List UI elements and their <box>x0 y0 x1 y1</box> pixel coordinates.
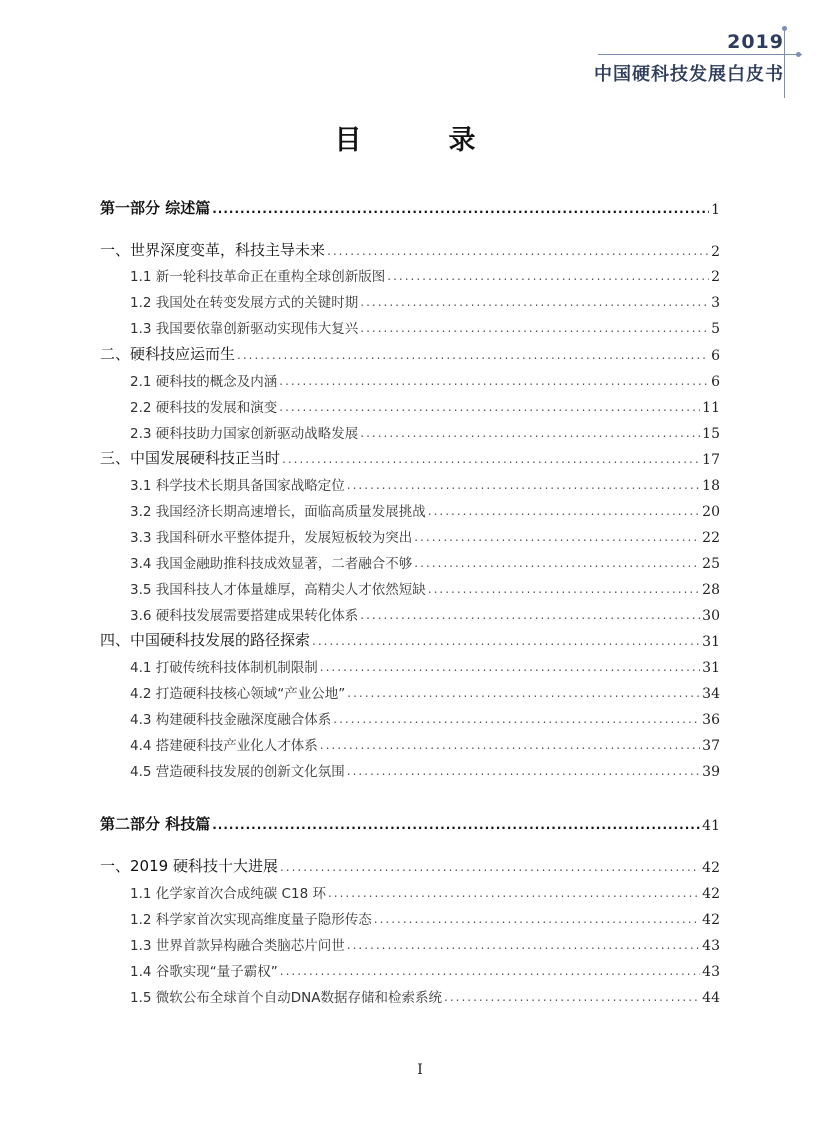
toc-page-number: 30 <box>702 608 720 624</box>
toc-label: 第一部分 综述篇 <box>100 199 211 217</box>
leader-dots <box>333 710 700 728</box>
leader-dots <box>387 267 709 285</box>
toc-page-number: 6 <box>711 374 720 390</box>
toc-section-entry[interactable] <box>130 548 720 572</box>
header <box>727 30 784 54</box>
page-title: 目 录 <box>334 125 506 156</box>
toc-page-number: 22 <box>702 530 720 546</box>
toc-label: 第二部分 科技篇 <box>100 815 211 833</box>
header-vertical-rule <box>784 28 785 98</box>
toc-section-entry[interactable] <box>130 496 720 520</box>
toc-label: 3.5 我国科技人才体量雄厚，高精尖人才依然短缺 <box>130 582 426 598</box>
toc-label: 1.1 化学家首次合成纯碳 C18 环 <box>130 886 326 902</box>
toc-chapter-entry[interactable] <box>100 852 720 876</box>
toc-page-number: 3 <box>711 295 720 311</box>
leader-dots <box>312 632 700 650</box>
toc-section-entry[interactable] <box>130 730 720 754</box>
toc-label: 2.3 硬科技助力国家创新驱动战略发展 <box>130 426 359 442</box>
toc-section-entry[interactable] <box>130 418 720 442</box>
leader-dots <box>282 450 700 468</box>
leader-dots <box>279 372 709 390</box>
leader-dots <box>360 293 709 311</box>
toc-page-number: 28 <box>702 582 720 598</box>
toc-label: 2.2 硬科技的发展和演变 <box>130 400 278 416</box>
toc-section-entry[interactable] <box>130 930 720 954</box>
toc-section-entry[interactable] <box>130 574 720 598</box>
header-rule <box>598 54 802 55</box>
toc-part-entry[interactable] <box>100 194 720 218</box>
toc-page-number: 34 <box>702 686 720 702</box>
toc-page-number: 25 <box>702 556 720 572</box>
toc-section-entry[interactable] <box>130 678 720 702</box>
toc-chapter-entry[interactable] <box>100 340 720 364</box>
toc-section-entry[interactable] <box>130 366 720 390</box>
toc-label: 2.1 硬科技的概念及内涵 <box>130 374 278 390</box>
toc-label: 1.3 我国要依靠创新驱动实现伟大复兴 <box>130 321 359 337</box>
toc-section-entry[interactable] <box>130 956 720 980</box>
leader-dots <box>237 346 709 364</box>
leader-dots <box>360 319 709 337</box>
toc-section-entry[interactable] <box>130 470 720 494</box>
toc-label: 1.2 我国处在转变发展方式的关键时期 <box>130 295 359 311</box>
toc-section-entry[interactable] <box>130 982 720 1006</box>
toc-label: 二、硬科技应运而生 <box>100 345 236 363</box>
leader-dots <box>347 476 700 494</box>
toc-page-number: 5 <box>711 321 720 337</box>
header-title: 中国硬科技发展白皮书 <box>594 64 784 85</box>
toc-label: 3.3 我国科研水平整体提升，发展短板较为突出 <box>130 530 413 546</box>
toc-page-number: 42 <box>702 886 720 902</box>
toc-label: 4.5 营造硬科技发展的创新文化氛围 <box>130 764 345 780</box>
toc-section-entry[interactable] <box>130 878 720 902</box>
toc-page-number: 18 <box>702 478 720 494</box>
toc-page-number: 42 <box>702 912 720 928</box>
toc-label: 四、中国硬科技发展的路径探索 <box>100 631 311 649</box>
leader-dots <box>328 884 700 902</box>
toc-page-number: 43 <box>702 938 720 954</box>
toc-chapter-entry[interactable] <box>100 236 720 260</box>
leader-dots <box>279 398 700 416</box>
toc-label: 1.5 微软公布全球首个自动DNA数据存储和检索系统 <box>130 990 442 1006</box>
toc-label: 4.4 搭建硬科技产业化人才体系 <box>130 738 318 754</box>
toc-page-number: 20 <box>702 504 720 520</box>
toc-label: 一、世界深度变革，科技主导未来 <box>100 241 326 259</box>
leader-dots <box>414 528 700 546</box>
leader-dots <box>360 424 700 442</box>
toc-label: 1.1 新一轮科技革命正在重构全球创新版图 <box>130 269 386 285</box>
toc-page-number: 31 <box>702 634 720 650</box>
toc-label: 4.1 打破传统科技体制机制限制 <box>130 660 318 676</box>
toc-section-entry[interactable] <box>130 600 720 624</box>
leader-dots <box>320 658 700 676</box>
toc-section-entry[interactable] <box>130 704 720 728</box>
toc-label: 3.1 科学技术长期具备国家战略定位 <box>130 478 345 494</box>
toc-section-entry[interactable] <box>130 522 720 546</box>
toc-section-entry[interactable] <box>130 652 720 676</box>
leader-dots <box>327 242 709 260</box>
leader-dots <box>320 736 700 754</box>
toc-section-entry[interactable] <box>130 287 720 311</box>
toc-label: 一、2019 硬科技十大进展 <box>100 857 278 875</box>
toc-section-entry[interactable] <box>130 756 720 780</box>
toc-label: 1.2 科学家首次实现高维度量子隐形传态 <box>130 912 372 928</box>
toc-page-number: 31 <box>702 660 720 676</box>
leader-dots <box>347 762 700 780</box>
toc-page-number: 17 <box>702 452 720 468</box>
leader-dots <box>444 988 700 1006</box>
leader-dots <box>347 936 700 954</box>
toc-label: 3.2 我国经济长期高速增长，面临高质量发展挑战 <box>130 504 426 520</box>
leader-dots <box>428 580 700 598</box>
toc-page-number: 43 <box>702 964 720 980</box>
toc-page-number: 37 <box>702 738 720 754</box>
toc-page-number: 42 <box>702 860 720 876</box>
toc-page-number: 44 <box>702 990 720 1006</box>
toc-label: 4.2 打造硬科技核心领域“产业公地” <box>130 686 346 702</box>
toc-label: 4.3 构建硬科技金融深度融合体系 <box>130 712 332 728</box>
toc-label: 3.6 硬科技发展需要搭建成果转化体系 <box>130 608 359 624</box>
leader-dots <box>374 910 700 928</box>
leader-dots <box>280 858 700 876</box>
leader-dots <box>428 502 700 520</box>
toc-page-number: 15 <box>702 426 720 442</box>
toc-page-number: 1 <box>711 202 720 218</box>
leader-dots <box>347 684 700 702</box>
toc-page-number: 2 <box>711 269 720 285</box>
toc-label: 1.4 谷歌实现“量子霸权” <box>130 964 278 980</box>
toc-page-number: 2 <box>711 244 720 260</box>
toc-section-entry[interactable] <box>130 904 720 928</box>
leader-dots <box>212 816 700 834</box>
toc-page-number: 11 <box>702 400 720 416</box>
leader-dots <box>280 962 700 980</box>
leader-dots <box>360 606 700 624</box>
toc-page-number: 6 <box>711 348 720 364</box>
toc-label: 1.3 世界首款异构融合类脑芯片问世 <box>130 938 345 954</box>
toc-section-entry[interactable] <box>130 392 720 416</box>
toc-label: 三、中国发展硬科技正当时 <box>100 449 281 467</box>
toc-section-entry[interactable] <box>130 261 720 285</box>
leader-dots <box>212 200 709 218</box>
leader-dots <box>414 554 700 572</box>
toc-page-number: 39 <box>702 764 720 780</box>
header-year: 2019 <box>727 31 784 53</box>
toc-label: 3.4 我国金融助推科技成效显著，二者融合不够 <box>130 556 413 572</box>
toc-page-number: 36 <box>702 712 720 728</box>
toc-page-number: 41 <box>702 818 720 834</box>
toc-section-entry[interactable] <box>130 313 720 337</box>
toc-chapter-entry[interactable] <box>100 444 720 468</box>
footer-page-number: I <box>417 1062 423 1078</box>
toc-chapter-entry[interactable] <box>100 626 720 650</box>
toc-part-entry[interactable] <box>100 810 720 834</box>
